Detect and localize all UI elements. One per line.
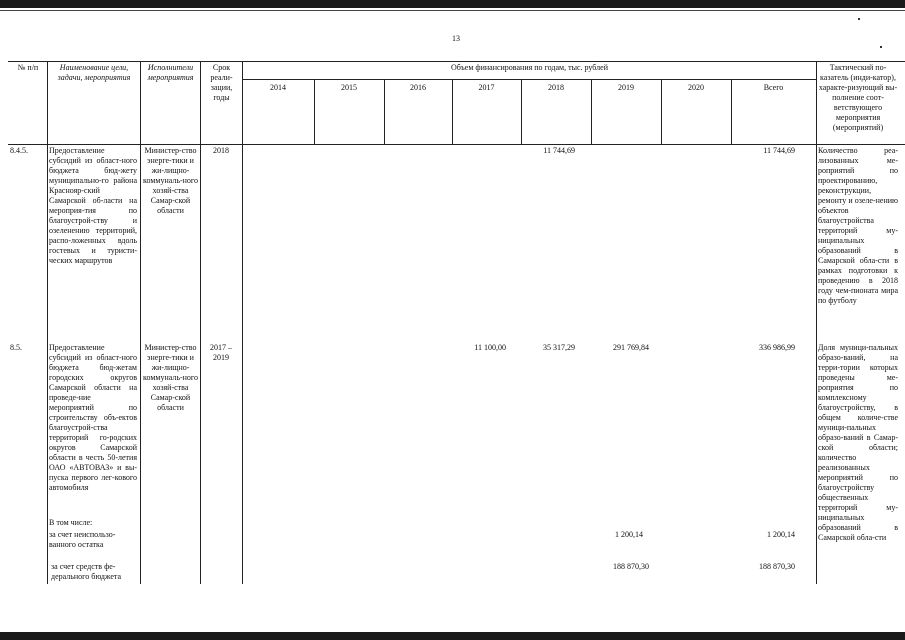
row-8-4-5-term: 2018 bbox=[213, 146, 229, 155]
row-8-5-num: 8.5. bbox=[10, 343, 22, 352]
header-year-2019: 2019 bbox=[618, 83, 634, 92]
subrow-unused-balance-total: 1 200,14 bbox=[767, 530, 795, 539]
header-num: № п/п bbox=[17, 63, 39, 72]
subrow-unused-balance-name: за счет неиспользо-ванного остатка bbox=[49, 530, 116, 549]
header-bottom-line bbox=[8, 144, 905, 145]
table-top-line bbox=[8, 61, 905, 62]
row-8-4-5-indicator: Количество реа-лизованных ме-роприятий по проектированию, реконструкции, ремонту и озеле-нению объектов благоустройства территорий му-ниципальных образований в Самарской обла-сти в рамках подготовки к проведению в 2018 году чем-пионата мира по футболу bbox=[818, 146, 898, 305]
col-divider bbox=[140, 61, 141, 584]
header-year-2015: 2015 bbox=[341, 83, 357, 92]
row-8-4-5-total: 11 744,69 bbox=[763, 146, 795, 155]
row-8-4-5-num: 8.4.5. bbox=[10, 146, 28, 155]
header-year-2016: 2016 bbox=[410, 83, 426, 92]
row-8-5-indicator: Доля муници-пальных образо-ваний, на терри-тории которых проведены ме-роприятия по комплексному благоустройству, в общем количе-стве муници-пальных образо-ваний в Самар-ской области; количество реализованных мероприятий по благоустройству общественных территорий му-ниципальных образований в Самарской обла-сти bbox=[818, 343, 898, 542]
header-year-2018: 2018 bbox=[548, 83, 564, 92]
col-divider bbox=[816, 61, 817, 584]
page-number: 13 bbox=[452, 34, 460, 43]
row-8-5-2019: 291 769,84 bbox=[613, 343, 649, 352]
row-8-4-5-name: Предоставление субсидий из област-ного бюджета бюд-жету муниципально-го района Краснояр-ский Самарской об-ласти на мероприя-тия по благоустрой-ству и озеленению территорий, распо-ложенных вдоль гостевых и туристи-ческих маршрутов bbox=[49, 146, 137, 265]
row-8-4-5-2018: 11 744,69 bbox=[543, 146, 575, 155]
header-funding: Объем финансирования по годам, тыс. рублей bbox=[451, 63, 608, 72]
row-8-5-term: 2017 – 2019 bbox=[210, 343, 232, 362]
subrow-federal-budget-2019: 188 870,30 bbox=[613, 562, 649, 571]
subrows-label: В том числе: bbox=[49, 518, 93, 527]
header-name: Наименование цели, задачи, мероприятия bbox=[57, 63, 131, 82]
header-indicator: Тактический по-казатель (инди-катор), характе-ризующий вы-полнение соот-ветствующего мероприятия (мероприятий) bbox=[818, 63, 898, 132]
row-8-5-2017: 11 100,00 bbox=[474, 343, 506, 352]
row-8-4-5-executor: Министер-ство энерге-тики и жи-лищно-коммуналь-ного хозяй-ства Самар-ской области bbox=[142, 146, 199, 215]
header-total: Всего bbox=[763, 83, 784, 92]
header-executor: Исполнители мероприятия bbox=[147, 63, 194, 82]
header-year-2014: 2014 bbox=[270, 83, 286, 92]
row-8-5-executor: Министер-ство энерге-тики и жи-лищно-коммуналь-ного хозяй-ства Самар-ской области bbox=[142, 343, 199, 412]
col-divider bbox=[47, 61, 48, 584]
col-divider bbox=[200, 61, 201, 584]
subrow-federal-budget-total: 188 870,30 bbox=[759, 562, 795, 571]
row-8-5-name: Предоставление субсидий из област-ного бюджета бюд-жетам городских округов Самарской области на проведе-ние мероприятий по строительству объ-ектов благоустрой-ства территорий го-родских округов Самарской области в честь 50-летия ОАО «АВТОВАЗ» и вы-пуска первого лег-кового автомобиля bbox=[49, 343, 137, 492]
col-divider bbox=[242, 61, 243, 584]
header-term: Срок реали-зации, годы bbox=[210, 63, 233, 102]
subrow-federal-budget-name: за счет средств фе-дерального бюджета bbox=[51, 562, 122, 581]
header-year-2017: 2017 bbox=[478, 83, 495, 92]
row-8-5-2018: 35 317,29 bbox=[543, 343, 575, 352]
year-header-line bbox=[242, 79, 816, 80]
row-8-5-total: 336 986,99 bbox=[759, 343, 795, 352]
subrow-unused-balance-2019: 1 200,14 bbox=[615, 530, 643, 539]
header-year-2020: 2020 bbox=[688, 83, 704, 92]
